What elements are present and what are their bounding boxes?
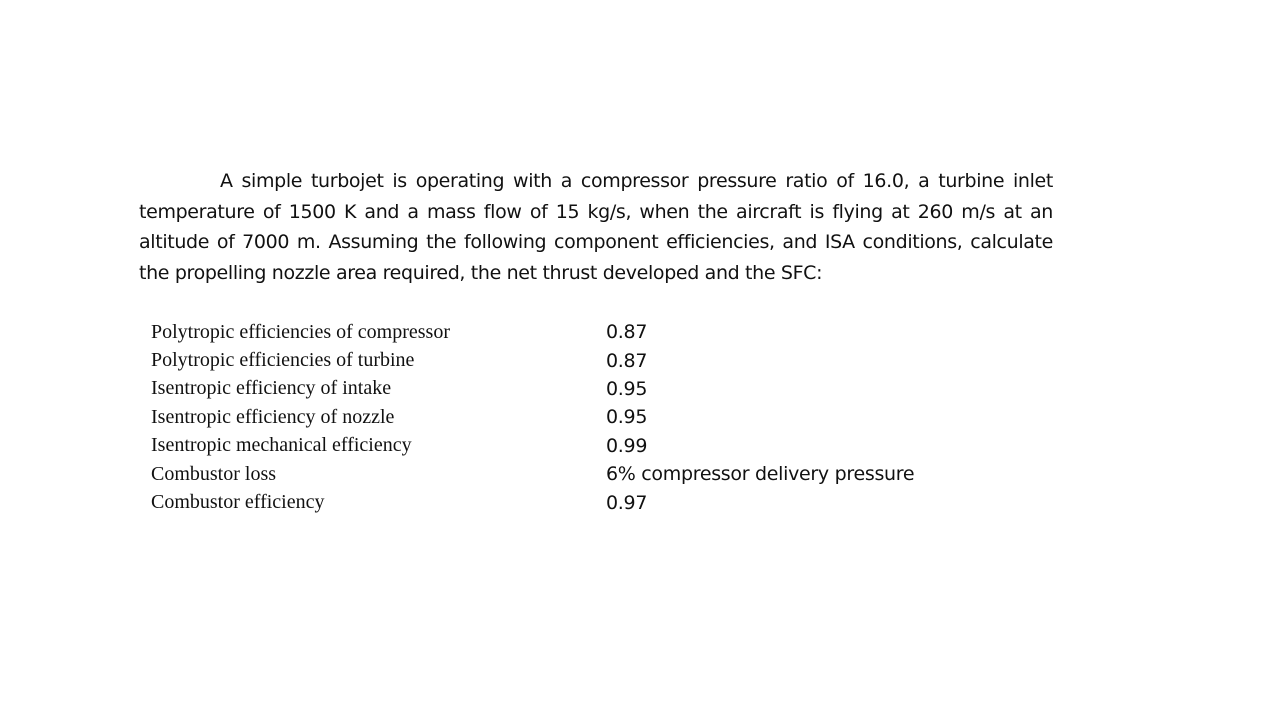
problem-statement: A simple turbojet is operating with a compressor pressure ratio of 16.0, a turbine inlet temperature of 1500 K and a mass flow of 15 kg/s, when the aircraft is flying at 260 m/s at an altitude of 7000 m. Assuming the following component efficiencies, and ISA conditions, calculate the propelling nozzle area required, the net thrust developed and the SFC:: [139, 170, 1053, 284]
parameter-value: 6% compressor delivery pressure: [606, 463, 915, 486]
parameters-table: [151, 318, 951, 517]
table-row: [151, 432, 951, 460]
parameter-value: 0.99: [606, 434, 648, 457]
table-row: [151, 346, 951, 374]
table-row: [151, 403, 951, 431]
table-row: [151, 488, 951, 516]
parameter-value: 0.95: [606, 406, 648, 429]
table-row: [151, 318, 951, 346]
parameter-label: Isentropic efficiency of intake: [151, 377, 392, 400]
parameter-value: 0.87: [606, 321, 648, 344]
table-row: [151, 375, 951, 403]
parameter-label: Isentropic mechanical efficiency: [151, 434, 412, 457]
parameter-label: Polytropic efficiencies of turbine: [151, 349, 415, 372]
parameter-label: Polytropic efficiencies of compressor: [151, 320, 450, 343]
parameter-value: 0.97: [606, 491, 648, 514]
parameter-value: 0.87: [606, 349, 648, 372]
parameter-value: 0.95: [606, 377, 648, 400]
parameter-label: Combustor efficiency: [151, 491, 325, 514]
table-row: [151, 460, 951, 488]
parameter-label: Combustor loss: [151, 462, 277, 485]
parameter-label: Isentropic efficiency of nozzle: [151, 405, 395, 428]
